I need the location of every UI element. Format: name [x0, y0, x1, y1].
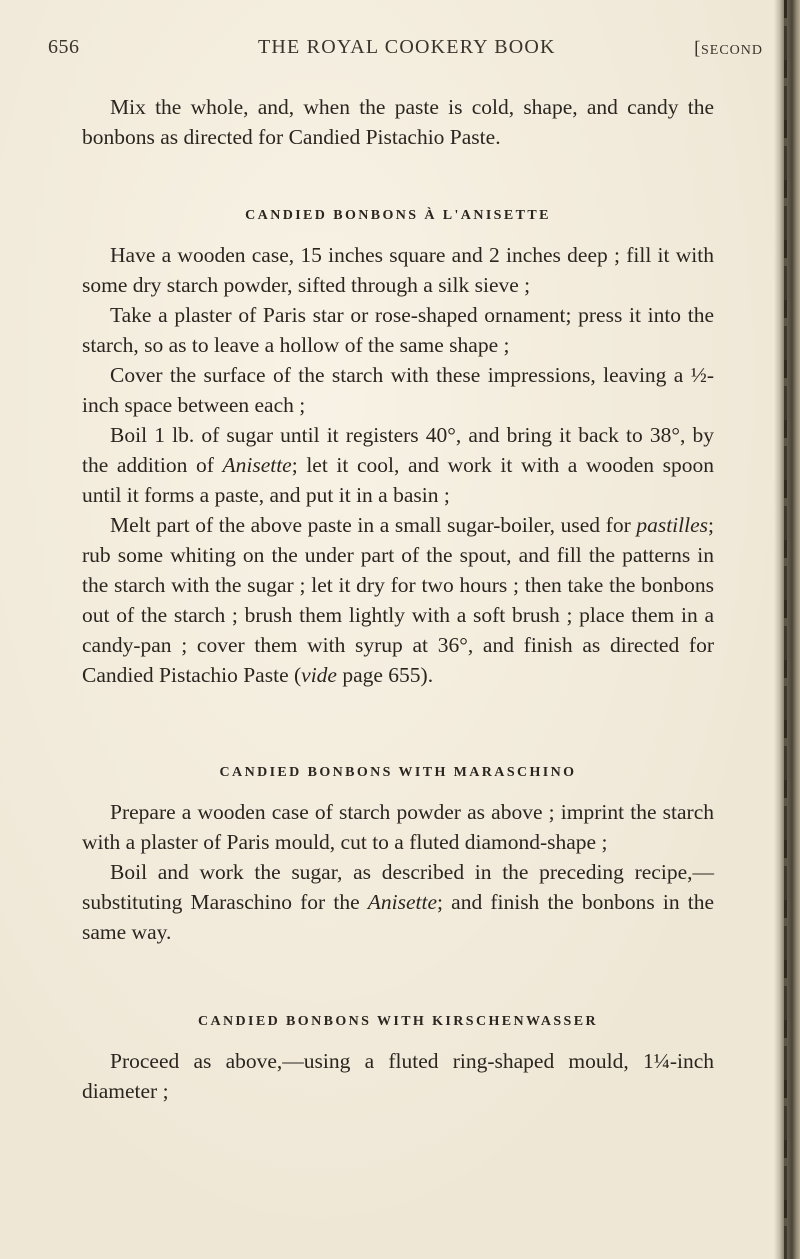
text-run: ; let it cool, and work it with a wooden spoon until it forms a paste, and put it in a basin ;	[82, 453, 714, 507]
paragraph: Cover the surface of the starch with these impressions, leaving a ½-inch space between each ;	[82, 363, 714, 417]
text-run: page 655).	[336, 663, 434, 687]
section-maraschino	[82, 797, 714, 947]
paragraph	[82, 857, 714, 947]
paragraph: Proceed as above,—using a fluted ring-shaped mould, 1¼-inch diameter ;	[82, 1049, 714, 1103]
italic-term: pastilles	[636, 513, 709, 537]
running-section	[694, 38, 763, 60]
intro-paragraph	[82, 92, 714, 152]
paragraph: Prepare a wooden case of starch powder as above ; imprint the starch with a plaster of Paris mould, cut to a fluted diamond-shape ;	[82, 800, 714, 854]
intro-text: Mix the whole, and, when the paste is cold, shape, and candy the bonbons as directed for Candied Pistachio Paste.	[82, 95, 714, 149]
italic-term: vide	[301, 663, 337, 687]
section-bracket: [	[694, 38, 701, 59]
page-header	[48, 36, 763, 66]
italic-term: Anisette	[222, 453, 292, 477]
paragraph: Take a plaster of Paris star or rose-shaped ornament; press it into the starch, so as to leave a hollow of the same shape ;	[82, 303, 714, 357]
text-run: ; rub some whiting on the under part of the spout, and fill the patterns in the starch with the sugar ; let it dry for two hours ; then take the bonbons out of the starch ; brush them lightly with a soft brush ; place them in a candy-pan ; cover them with syrup at 36°, and finish as directed for Candied Pistachio Paste (	[82, 513, 714, 687]
section-kirschenwasser	[82, 1046, 714, 1106]
section-heading-anisette: CANDIED BONBONS À L'ANISETTE	[245, 208, 551, 223]
binding-edge	[774, 0, 800, 1259]
text-run: ; and finish the bonbons in the same way.	[82, 890, 714, 944]
text-run: Boil and work the sugar, as described in the preceding recipe,—substituting Maraschino for the	[82, 860, 714, 914]
paragraph: Have a wooden case, 15 inches square and 2 inches deep ; fill it with some dry starch powder, sifted through a silk sieve ;	[82, 243, 714, 297]
running-title: THE ROYAL COOKERY BOOK	[258, 36, 556, 58]
paragraph	[82, 510, 714, 690]
paragraph	[82, 420, 714, 510]
text-run: Boil 1 lb. of sugar until it registers 40°, and bring it back to 38°, by the addition of	[82, 423, 714, 477]
text-run: Melt part of the above paste in a small sugar-boiler, used for	[110, 513, 637, 537]
section-heading-maraschino: CANDIED BONBONS WITH MARASCHINO	[219, 765, 577, 780]
section-anisette	[82, 240, 714, 690]
italic-term: Anisette	[367, 890, 438, 914]
section-heading-kirschenwasser: CANDIED BONBONS WITH KIRSCHENWASSER	[198, 1014, 598, 1029]
section-marker: SECOND	[700, 43, 763, 58]
page-number: 656	[48, 36, 80, 58]
